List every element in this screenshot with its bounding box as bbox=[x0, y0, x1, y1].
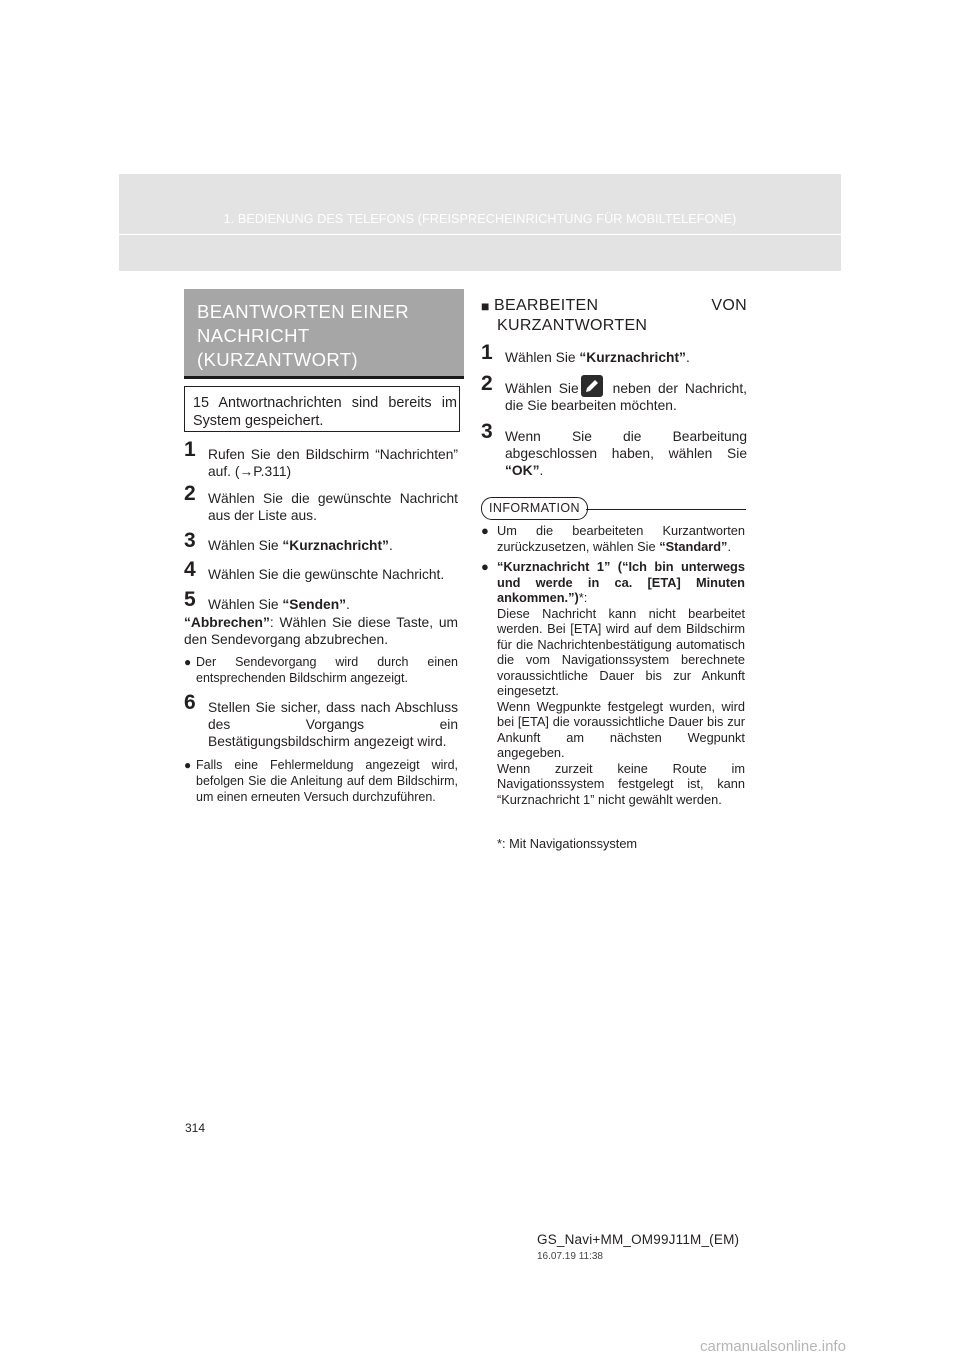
kurznachricht-label: “Kurznachricht” bbox=[579, 350, 686, 365]
header-divider bbox=[119, 234, 841, 235]
step-2 bbox=[184, 482, 458, 524]
standard-label: “Standard” bbox=[659, 538, 728, 554]
edit-step-3: 3 Wenn Sie die Bearbeitung abgeschlossen haben, wählen Sie “OK”. bbox=[481, 420, 747, 478]
info-item: ● “Kurznachricht 1” (“Ich bin unterwegs und werde in ca. [ETA] Minuten ankommen.”)*: Diese Nachricht kann nicht bearbeitet werden. Bei [ETA] wird auf dem Bildschirm für die Nachrichtenbestätigung automatisch die vom Navigationssystem berechnete voraussichtliche Dauer bis zur Ankunft eingesetzt. Wenn Wegpunkte festgelegt wurden, wird bei [ETA] die voraussichtliche Dauer bis zur Ankunft am nächsten Wegpunkt angegeben. Wenn zurzeit keine Route im Navigationssystem festgelegt ist, kann “Kurznachricht 1” nicht gewählt werden. bbox=[481, 559, 745, 807]
square-bullet-icon: ■ bbox=[481, 298, 490, 314]
abbrechen-label: “Abbrechen” bbox=[184, 615, 270, 630]
bullet-item: ● Der Sendevorgang wird durch einen entsprechenden Bildschirm angezeigt. bbox=[184, 655, 458, 685]
chapter-title: 1. BEDIENUNG DES TELEFONS (FREISPRECHEINRICHTUNG FÜR MOBILTELEFONE) bbox=[223, 212, 737, 226]
step-number: 6 bbox=[184, 691, 196, 714]
step-6 bbox=[184, 691, 458, 750]
senden-label: “Senden” bbox=[282, 597, 347, 612]
information-divider bbox=[586, 509, 746, 510]
footnote: *: Mit Navigationssystem bbox=[497, 836, 638, 851]
edit-step-1: 1 Wählen Sie “Kurznachricht”. bbox=[481, 341, 690, 365]
bullet-item: ● Falls eine Fehlermeldung angezeigt wird, befolgen Sie die Anleitung auf dem Bildschirm, um einen erneuten Versuch durchzuführen. bbox=[184, 758, 458, 804]
intro-text: 15 Antwortnachrichten sind bereits im System gespeichert. bbox=[193, 395, 457, 429]
abbrechen-note: “Abbrechen”: Wählen Sie diese Taste, um den Sendevorgang abzubrechen. bbox=[184, 615, 458, 647]
step-text: Stellen Sie sicher, dass nach Abschluss des Vorgangs ein Bestätigungsbildschirm angezeigt wird. bbox=[208, 700, 458, 749]
info-item: ● Um die bearbeiteten Kurzantworten zurückzusetzen, wählen Sie “Standard”. bbox=[481, 523, 745, 554]
document-id: GS_Navi+MM_OM99J11M_(EM) bbox=[537, 1232, 740, 1247]
step-number: 3 bbox=[481, 420, 493, 443]
step-1 bbox=[184, 438, 458, 480]
step-text: Wählen Sie die gewünschte Nachricht aus der Liste aus. bbox=[208, 491, 458, 523]
ok-label: “OK” bbox=[505, 463, 540, 478]
page-number: 314 bbox=[185, 1121, 206, 1135]
step-text: Wählen Sie die gewünschte Nachricht. bbox=[208, 567, 445, 582]
step-number: 3 bbox=[184, 529, 196, 552]
step-number: 4 bbox=[184, 558, 196, 581]
step-number: 2 bbox=[481, 372, 493, 395]
kurznachricht-label: “Kurznachricht” bbox=[282, 538, 389, 553]
step-4 bbox=[184, 558, 458, 583]
bullet-dot-icon: ● bbox=[481, 559, 489, 574]
document-date: 16.07.19 11:38 bbox=[537, 1251, 603, 1262]
section-title: BEANTWORTEN EINER NACHRICHT (KURZANTWORT) bbox=[197, 301, 410, 370]
edit-step-2: 2 Wählen Sie neben der Nachricht, die Sie bearbeiten möchten. bbox=[481, 372, 747, 413]
step-text: Rufen Sie den Bildschirm “Nachrichten” auf. (→P.311) bbox=[208, 447, 458, 479]
step-number: 1 bbox=[184, 438, 196, 461]
kurznachricht-1-label: “Kurznachricht 1” (“Ich bin unterwegs und werde in ca. [ETA] Minuten ankommen.”) bbox=[497, 559, 745, 605]
bullet-dot-icon: ● bbox=[184, 655, 192, 669]
bullet-dot-icon: ● bbox=[184, 758, 192, 772]
information-badge: INFORMATION bbox=[481, 497, 588, 520]
step-number: 5 bbox=[184, 588, 196, 611]
bullet-dot-icon: ● bbox=[481, 523, 489, 538]
step-number: 1 bbox=[481, 341, 493, 364]
step-5: 5 Wählen Sie “Senden”. bbox=[184, 588, 350, 612]
step-number: 2 bbox=[184, 482, 196, 505]
pencil-icon bbox=[581, 375, 603, 397]
step-3: 3 Wählen Sie “Kurznachricht”. bbox=[184, 529, 393, 553]
watermark: carmanualsonline.info bbox=[700, 1338, 846, 1355]
